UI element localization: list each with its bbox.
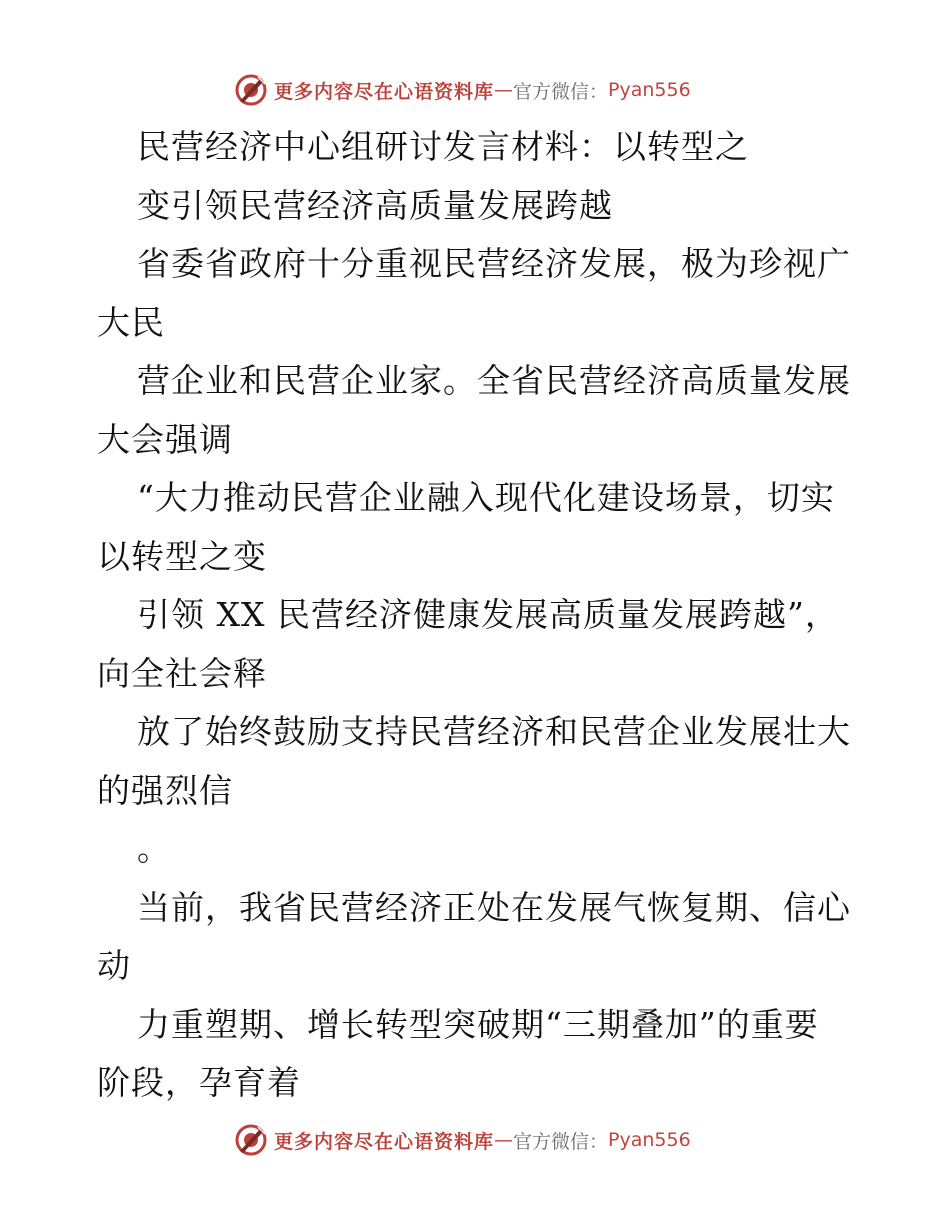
paragraph-line: 大会强调 [97, 419, 233, 459]
paragraph-line: “大力推动民营企业融入现代化建设场景，切实 [137, 478, 835, 517]
header-banner [234, 70, 714, 110]
banner-separator: — [494, 1129, 514, 1151]
banner-main-text: 更多内容尽在心语资料库 [274, 80, 495, 103]
banner-wechat-id: Pyan556 [608, 79, 691, 101]
banner-wechat-id: Pyan556 [608, 1129, 691, 1151]
paragraph-line: 以转型之变 [97, 536, 267, 576]
footer-banner [234, 1120, 714, 1160]
paragraph-line: 力重塑期、增长转型突破期“三期叠加”的重要 [137, 1004, 819, 1044]
paragraph-line: 营企业和民营企业家。全省民营经济高质量发展 [137, 361, 851, 400]
title-line-2: 变引领民营经济高质量发展跨越 [137, 185, 613, 225]
paragraph-line: 阶段，孕育着 [97, 1063, 301, 1102]
paragraph-line: 动 [97, 946, 131, 985]
paragraph-line: 大民 [97, 302, 165, 342]
banner-wechat-label: 官方微信： [513, 80, 609, 103]
paragraph-line: 当前，我省民营经济正处在发展气恢复期、信心 [137, 887, 851, 927]
quill-logo-icon [234, 1123, 268, 1157]
paragraph-line: 向全社会释 [97, 653, 267, 693]
paragraph-line: 。 [137, 829, 171, 868]
paragraph-line: 引领 XX 民营经济健康发展高质量发展跨越”， [137, 595, 839, 634]
banner-main-text: 更多内容尽在心语资料库 [274, 1130, 495, 1153]
paragraph-line: 省委省政府十分重视民营经济发展，极为珍视广 [137, 244, 851, 283]
document-body [97, 118, 857, 1113]
title-line-1: 民营经济中心组研讨发言材料：以转型之 [137, 127, 749, 166]
banner-wechat-label: 官方微信： [513, 1130, 609, 1153]
banner-separator: — [494, 79, 514, 101]
quill-logo-icon [234, 73, 268, 107]
paragraph-line: 放了始终鼓励支持民营经济和民营企业发展壮大 [137, 712, 851, 751]
paragraph-line: 的强烈信 [97, 770, 233, 810]
